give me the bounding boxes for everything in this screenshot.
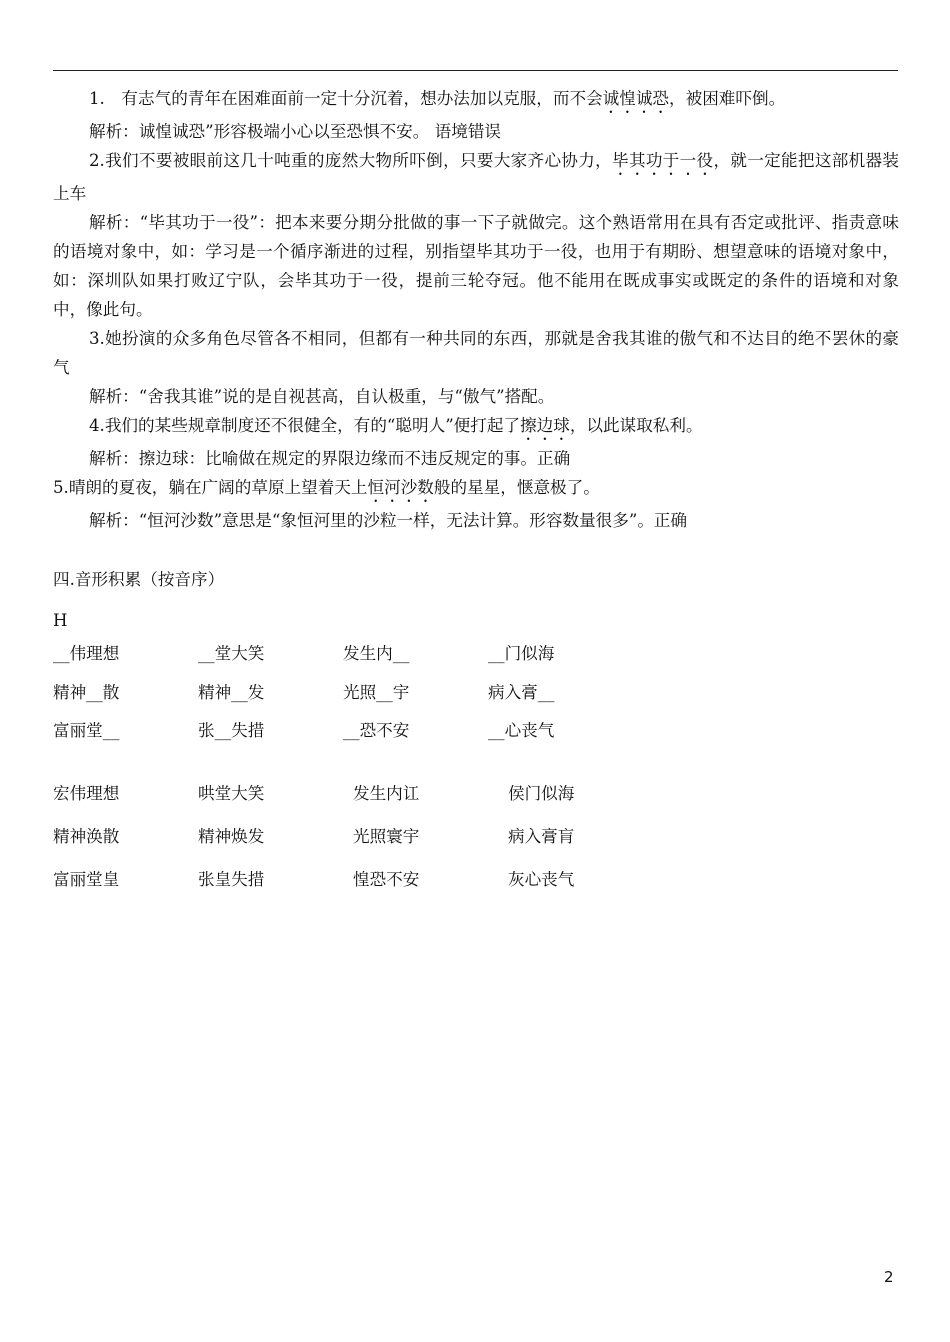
question-4 [53, 411, 899, 444]
blank-idiom: 精神__散 [53, 682, 120, 702]
blank-idiom: 富丽堂__ [53, 721, 120, 740]
answer-idiom: 侯门似海 [508, 783, 575, 803]
answer-idiom: 精神涣散 [53, 826, 120, 846]
question-text: ，被困难吓倒。 [669, 89, 786, 108]
analysis-4: 解析：擦边球：比喻做在规定的界限边缘而不违反规定的事。正确 [89, 449, 571, 468]
question-text: 4.我们的某些规章制度还不很健全，有的“聪明人”便打起了 [89, 416, 521, 435]
blank-idiom: 发生内__ [343, 644, 410, 663]
page-number: 2 [884, 1268, 894, 1286]
answer-idiom-grid [53, 772, 899, 901]
question-3: 3.她扮演的众多角色尽管各不相同，但都有一种共同的东西，那就是舍我其谁的傲气和不达目的绝不罢休的豪气 [53, 329, 899, 377]
analysis-5: 解析：“恒河沙数”意思是“象恒河里的沙粒一样，无法计算。形容数量很多”。正确 [89, 511, 688, 530]
blank-idiom: __门似海 [488, 644, 555, 663]
answer-idiom: 富丽堂皇 [53, 869, 120, 889]
question-5 [53, 473, 899, 506]
blank-idiom: 病入膏__ [488, 682, 555, 702]
question-text: ，就一定能把这部机器装上车 [53, 151, 900, 203]
answer-idiom: 张皇失措 [198, 869, 265, 889]
question-text: 般的星星，惬意极了。 [433, 478, 600, 497]
emphasized-idiom: 诚惶诚恐 [602, 89, 670, 108]
analysis-3: 解析：“舍我其谁”说的是自视甚高，自认极重，与“傲气”搭配。 [89, 387, 555, 406]
analysis-1: 解析：诚惶诚恐”形容极端小心以至恐惧不安。 语境错误 [89, 122, 502, 141]
blank-idiom: __堂大笑 [198, 644, 265, 663]
answer-idiom: 哄堂大笑 [198, 783, 265, 803]
answer-idiom: 惶恐不安 [353, 869, 420, 889]
blank-idiom: __心丧气 [488, 721, 555, 740]
answer-idiom: 灰心丧气 [508, 869, 575, 889]
question-text: 1. 有志气的青年在困难面前一定十分沉着，想办法加以克服，而不会 [89, 89, 603, 108]
question-text: 5.晴朗的夏夜，躺在广阔的草原上望着天上 [53, 478, 368, 497]
question-text: ，以此谋取私利。 [569, 416, 703, 435]
document-body [53, 84, 899, 901]
blank-idiom-grid [53, 635, 899, 751]
section-title: 四.音形积累（按音序） [53, 570, 225, 589]
analysis-2: 解析：“毕其功于一役”：把本来要分期分批做的事一下子就做完。这个熟语常用在具有否定或批评、指责意味的语境对象中，如：学习是一个循序渐进的过程，别指望毕其功于一役，也用于有期盼、想望意味的语境对象中，如：深圳队如果打败辽宁队，会毕其功于一役，提前三轮夺冠。他不能用在既成事实或既定的条件的语境和对象中，像此句。 [53, 213, 899, 319]
answer-idiom: 光照寰宇 [353, 826, 420, 846]
emphasized-idiom: 恒河沙数 [367, 478, 434, 497]
emphasized-idiom: 擦边球 [520, 416, 570, 435]
answer-idiom: 宏伟理想 [53, 783, 120, 803]
question-1 [53, 84, 899, 117]
blank-idiom: 张__失措 [198, 721, 265, 740]
section-letter: H [53, 611, 68, 630]
blank-idiom: __伟理想 [53, 644, 120, 663]
header-rule [53, 70, 898, 71]
question-2 [53, 146, 899, 208]
answer-idiom: 精神焕发 [198, 826, 265, 846]
emphasized-idiom: 毕其功于一役 [612, 151, 714, 170]
blank-idiom: __恐不安 [343, 721, 410, 740]
answer-idiom: 病入膏肓 [508, 826, 575, 846]
blank-idiom: 光照__宇 [343, 682, 410, 702]
answer-idiom: 发生内讧 [353, 783, 420, 803]
question-text: 2.我们不要被眼前这几十吨重的庞然大物所吓倒，只要大家齐心协力， [89, 151, 613, 170]
blank-idiom: 精神__发 [198, 682, 265, 702]
